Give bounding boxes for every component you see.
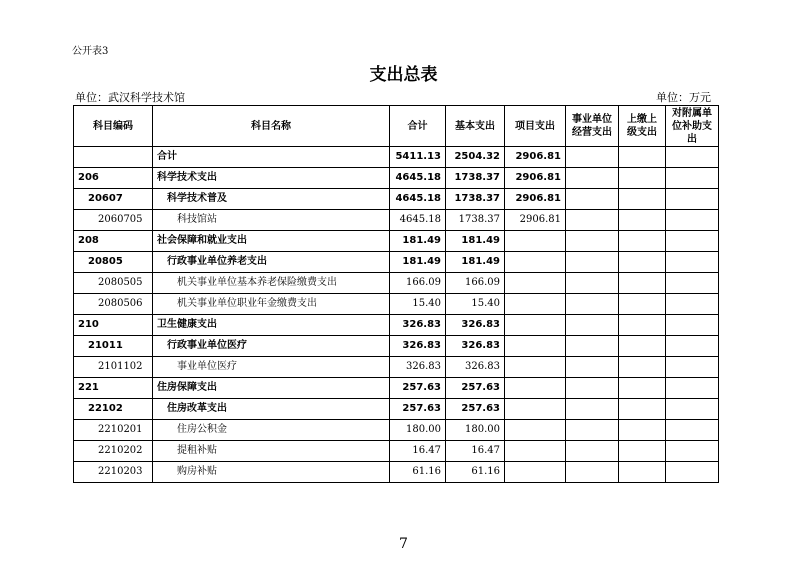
- cell-operations: [566, 273, 619, 294]
- cell-operations: [566, 168, 619, 189]
- cell-operations: [566, 189, 619, 210]
- cell-project: [505, 420, 566, 441]
- cell-upper: [619, 462, 666, 483]
- cell-name: 事业单位医疗: [153, 357, 390, 378]
- col-header-total: 合计: [390, 106, 446, 147]
- cell-upper: [619, 210, 666, 231]
- col-header-operations: 事业单位经营支出: [566, 106, 619, 147]
- cell-total: 181.49: [390, 231, 446, 252]
- cell-subsidy: [666, 315, 719, 336]
- cell-operations: [566, 378, 619, 399]
- col-header-project: 项目支出: [505, 106, 566, 147]
- cell-operations: [566, 210, 619, 231]
- cell-upper: [619, 399, 666, 420]
- cell-basic: 181.49: [446, 252, 505, 273]
- cell-name: 科学技术支出: [153, 168, 390, 189]
- table-row: [74, 210, 719, 231]
- cell-upper: [619, 315, 666, 336]
- cell-name: 科学技术普及: [153, 189, 390, 210]
- cell-total: 180.00: [390, 420, 446, 441]
- cell-basic: 2504.32: [446, 147, 505, 168]
- table-row: [74, 399, 719, 420]
- cell-basic: 15.40: [446, 294, 505, 315]
- cell-code: 2210203: [74, 462, 153, 483]
- table-row: [74, 378, 719, 399]
- table-row: [74, 252, 719, 273]
- unit-organization: 单位：武汉科学技术馆: [75, 91, 185, 104]
- cell-subsidy: [666, 273, 719, 294]
- cell-total: 5411.13: [390, 147, 446, 168]
- cell-name: 机关事业单位职业年金缴费支出: [153, 294, 390, 315]
- table-row: [74, 147, 719, 168]
- col-header-upper: 上缴上级支出: [619, 106, 666, 147]
- cell-project: [505, 399, 566, 420]
- cell-subsidy: [666, 336, 719, 357]
- table-row: [74, 441, 719, 462]
- cell-upper: [619, 357, 666, 378]
- cell-project: [505, 315, 566, 336]
- cell-project: [505, 273, 566, 294]
- cell-upper: [619, 273, 666, 294]
- cell-total: 15.40: [390, 294, 446, 315]
- table-row: [74, 420, 719, 441]
- cell-name: 社会保障和就业支出: [153, 231, 390, 252]
- cell-basic: 257.63: [446, 399, 505, 420]
- cell-operations: [566, 294, 619, 315]
- expenditure-table: [73, 105, 719, 483]
- cell-total: 16.47: [390, 441, 446, 462]
- cell-total: 4645.18: [390, 189, 446, 210]
- cell-upper: [619, 168, 666, 189]
- cell-operations: [566, 147, 619, 168]
- cell-name: 科技馆站: [153, 210, 390, 231]
- cell-operations: [566, 441, 619, 462]
- table-row: [74, 189, 719, 210]
- cell-name: 机关事业单位基本养老保险缴费支出: [153, 273, 390, 294]
- table-row: [74, 231, 719, 252]
- cell-total: 4645.18: [390, 210, 446, 231]
- cell-project: [505, 441, 566, 462]
- cell-name: 住房公积金: [153, 420, 390, 441]
- cell-subsidy: [666, 441, 719, 462]
- cell-upper: [619, 441, 666, 462]
- cell-operations: [566, 357, 619, 378]
- cell-subsidy: [666, 294, 719, 315]
- cell-basic: 180.00: [446, 420, 505, 441]
- cell-basic: 1738.37: [446, 168, 505, 189]
- cell-upper: [619, 231, 666, 252]
- cell-subsidy: [666, 231, 719, 252]
- cell-total: 326.83: [390, 315, 446, 336]
- cell-code: 2210201: [74, 420, 153, 441]
- col-header-basic: 基本支出: [446, 106, 505, 147]
- cell-total: 257.63: [390, 378, 446, 399]
- cell-name: 合计: [153, 147, 390, 168]
- cell-subsidy: [666, 252, 719, 273]
- table-row: [74, 462, 719, 483]
- cell-project: 2906.81: [505, 210, 566, 231]
- cell-name: 行政事业单位养老支出: [153, 252, 390, 273]
- cell-name: 住房改革支出: [153, 399, 390, 420]
- cell-code: [74, 147, 153, 168]
- table-row: [74, 294, 719, 315]
- cell-total: 181.49: [390, 252, 446, 273]
- cell-upper: [619, 189, 666, 210]
- cell-project: [505, 252, 566, 273]
- cell-basic: 61.16: [446, 462, 505, 483]
- cell-code: 2080505: [74, 273, 153, 294]
- cell-code: 2060705: [74, 210, 153, 231]
- cell-operations: [566, 315, 619, 336]
- cell-basic: 16.47: [446, 441, 505, 462]
- cell-operations: [566, 336, 619, 357]
- cell-name: 住房保障支出: [153, 378, 390, 399]
- cell-total: 166.09: [390, 273, 446, 294]
- cell-subsidy: [666, 378, 719, 399]
- table-header-row: [74, 106, 719, 147]
- cell-project: 2906.81: [505, 168, 566, 189]
- cell-code: 21011: [74, 336, 153, 357]
- page-number: 7: [399, 536, 408, 552]
- col-header-subsidy: 对附属单位补助支出: [666, 106, 719, 147]
- cell-basic: 166.09: [446, 273, 505, 294]
- cell-total: 61.16: [390, 462, 446, 483]
- table-row: [74, 168, 719, 189]
- unit-currency: 单位：万元: [656, 91, 711, 104]
- cell-name: 卫生健康支出: [153, 315, 390, 336]
- cell-code: 20805: [74, 252, 153, 273]
- cell-upper: [619, 252, 666, 273]
- cell-operations: [566, 462, 619, 483]
- table-body: [74, 147, 719, 483]
- cell-basic: 326.83: [446, 315, 505, 336]
- cell-subsidy: [666, 357, 719, 378]
- table-row: [74, 315, 719, 336]
- cell-code: 20607: [74, 189, 153, 210]
- cell-name: 提租补贴: [153, 441, 390, 462]
- cell-basic: 1738.37: [446, 189, 505, 210]
- table-row: [74, 336, 719, 357]
- col-header-code: 科目编码: [74, 106, 153, 147]
- cell-basic: 326.83: [446, 357, 505, 378]
- cell-code: 2080506: [74, 294, 153, 315]
- cell-basic: 1738.37: [446, 210, 505, 231]
- cell-subsidy: [666, 210, 719, 231]
- cell-code: 208: [74, 231, 153, 252]
- cell-operations: [566, 399, 619, 420]
- cell-operations: [566, 420, 619, 441]
- cell-code: 22102: [74, 399, 153, 420]
- cell-code: 2210202: [74, 441, 153, 462]
- cell-basic: 181.49: [446, 231, 505, 252]
- cell-project: 2906.81: [505, 147, 566, 168]
- cell-upper: [619, 420, 666, 441]
- cell-basic: 257.63: [446, 378, 505, 399]
- cell-total: 326.83: [390, 357, 446, 378]
- cell-code: 206: [74, 168, 153, 189]
- cell-project: [505, 378, 566, 399]
- cell-project: [505, 336, 566, 357]
- page-title: 支出总表: [369, 65, 438, 85]
- cell-subsidy: [666, 462, 719, 483]
- cell-total: 326.83: [390, 336, 446, 357]
- cell-subsidy: [666, 399, 719, 420]
- cell-code: 210: [74, 315, 153, 336]
- cell-upper: [619, 378, 666, 399]
- cell-upper: [619, 294, 666, 315]
- cell-basic: 326.83: [446, 336, 505, 357]
- cell-project: [505, 462, 566, 483]
- cell-name: 购房补贴: [153, 462, 390, 483]
- cell-total: 4645.18: [390, 168, 446, 189]
- cell-project: 2906.81: [505, 189, 566, 210]
- cell-project: [505, 294, 566, 315]
- cell-subsidy: [666, 420, 719, 441]
- cell-code: 221: [74, 378, 153, 399]
- cell-name: 行政事业单位医疗: [153, 336, 390, 357]
- cell-operations: [566, 231, 619, 252]
- cell-project: [505, 231, 566, 252]
- cell-total: 257.63: [390, 399, 446, 420]
- table-row: [74, 273, 719, 294]
- cell-code: 2101102: [74, 357, 153, 378]
- cell-subsidy: [666, 147, 719, 168]
- cell-subsidy: [666, 189, 719, 210]
- cell-upper: [619, 336, 666, 357]
- cell-project: [505, 357, 566, 378]
- cell-upper: [619, 147, 666, 168]
- form-label: 公开表3: [72, 46, 109, 57]
- col-header-name: 科目名称: [153, 106, 390, 147]
- table-row: [74, 357, 719, 378]
- cell-operations: [566, 252, 619, 273]
- cell-subsidy: [666, 168, 719, 189]
